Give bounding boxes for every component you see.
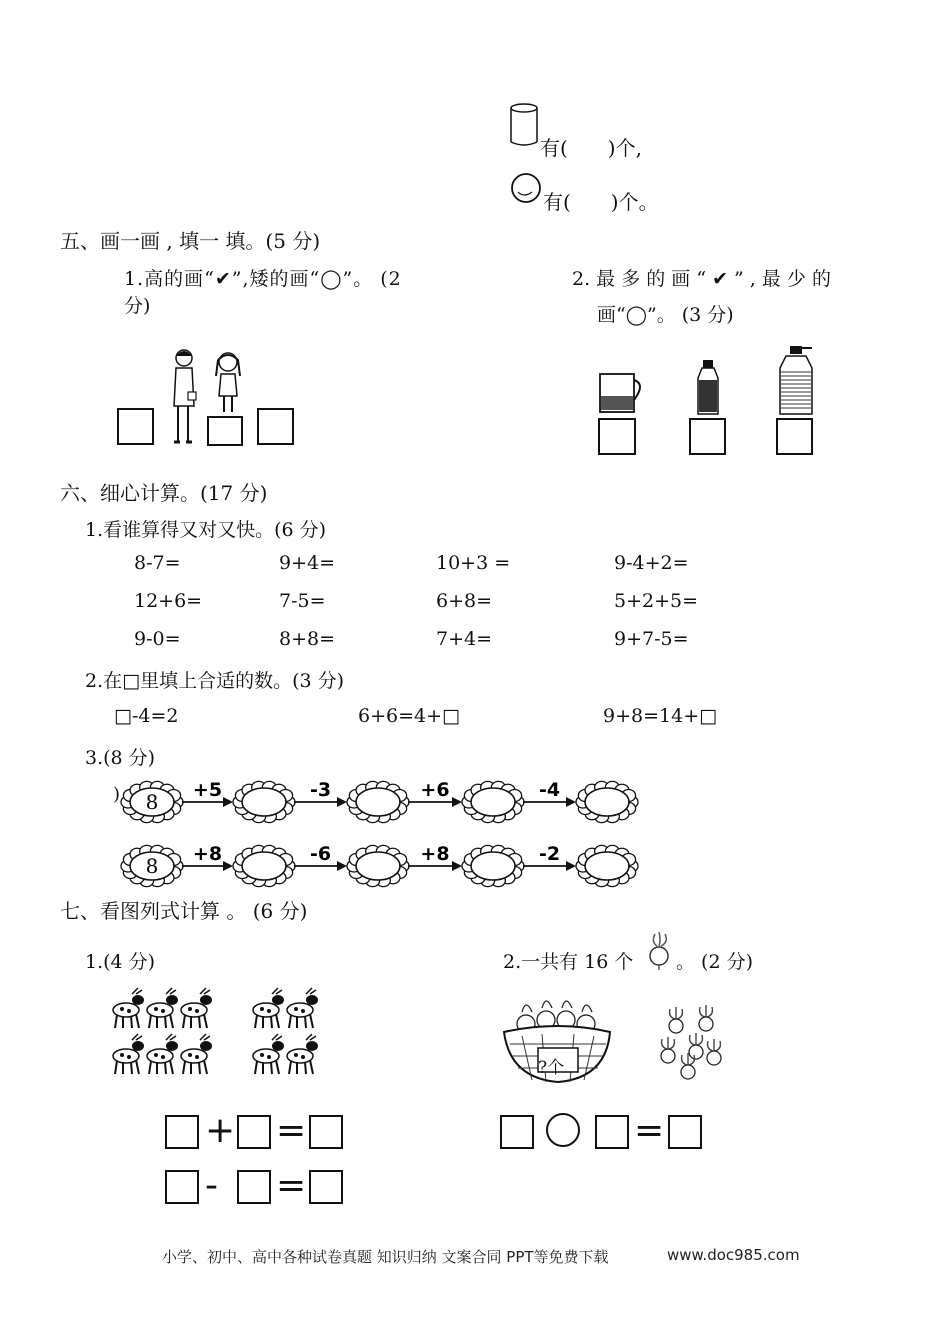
chain-arrow (523, 843, 576, 871)
chain-operation-label: +8 (420, 843, 450, 865)
calc-item: 7+4= (436, 628, 493, 650)
section6-q2-title: 2.在□里填上合适的数。(3 分) (85, 670, 345, 692)
chain-arrow (182, 843, 233, 871)
fill-box-item: 9+8=14+□ (603, 705, 718, 727)
equation1-box2[interactable] (237, 1115, 271, 1149)
deer-icon (147, 988, 178, 1028)
equation1-box1[interactable] (165, 1115, 199, 1149)
chain-operation-label: -3 (309, 779, 332, 801)
chain-operation-label: -4 (538, 779, 561, 801)
flower-number-node[interactable] (462, 781, 524, 822)
radish-icon (689, 1033, 703, 1059)
chain-arrow (182, 779, 233, 807)
calc-item: 5+2+5= (614, 590, 699, 612)
calc-item: 9+7-5= (614, 628, 689, 650)
stool-box (207, 416, 243, 446)
chain-operation-label: +8 (192, 843, 223, 865)
section7-q2-title-a: 2.一共有 16 个 (503, 951, 634, 973)
deer-icon (253, 1034, 284, 1074)
flower-number-node[interactable] (121, 781, 183, 822)
footer-url[interactable]: www.doc985.com (667, 1246, 800, 1264)
girl-figure-icon (212, 350, 246, 416)
deer-icon (253, 988, 284, 1028)
flower-start-number: 8 (145, 790, 159, 814)
chain-arrow (294, 843, 347, 871)
section7-q2-title-b: 。 (2 分) (676, 951, 753, 973)
section6-q3-title: 3.(8 分) (85, 747, 156, 769)
footer-text: 小学、初中、高中各种试卷真题 知识归纳 文案合同 PPT等免费下载 (162, 1248, 609, 1266)
section5-title: 五、画一画 , 填一 填。(5 分) (60, 229, 321, 253)
deer-icon (147, 1034, 178, 1074)
radish-icon (707, 1039, 721, 1065)
calc-item: 9-0= (134, 628, 181, 650)
equation2-equals: = (276, 1165, 307, 1206)
equation3-box1[interactable] (500, 1115, 534, 1149)
deer-icon (181, 988, 212, 1028)
radish-icon (669, 1007, 683, 1033)
calc-item: 8+8= (279, 628, 336, 650)
section7-title: 七、看图列式计算 。 (6 分) (60, 899, 308, 923)
sphere-count-line: 有( )个。 (543, 190, 659, 214)
equation2-box1[interactable] (165, 1170, 199, 1204)
answer-box-left[interactable] (117, 408, 154, 445)
calc-item: 8-7= (134, 552, 181, 574)
flower-number-node[interactable] (121, 845, 183, 886)
chain-operation-label: +5 (192, 779, 223, 801)
deer-group-icon (112, 988, 352, 1088)
loose-radishes-icon (658, 1005, 728, 1085)
flower-number-node[interactable] (347, 781, 409, 822)
chain-arrow (523, 779, 576, 807)
equation1-box3[interactable] (309, 1115, 343, 1149)
chain-arrow (408, 843, 462, 871)
answer-box-jug[interactable] (776, 418, 813, 455)
bottle-icon (694, 358, 724, 418)
deer-icon (113, 1034, 144, 1074)
answer-box-cup[interactable] (598, 418, 636, 455)
calc-item: 9-4+2= (614, 552, 689, 574)
flower-number-node[interactable] (233, 845, 295, 886)
number-chain-diagram (0, 770, 950, 890)
chain-operation-label: -2 (538, 843, 561, 865)
equation2-operator: - (205, 1165, 218, 1206)
calc-item: 7-5= (279, 590, 326, 612)
answer-box-right[interactable] (257, 408, 294, 445)
stray-mark: ) (113, 784, 121, 805)
calc-item: 10+3 = (436, 552, 511, 574)
section6-q1-title: 1.看谁算得又对又快。(6 分) (85, 519, 327, 541)
equation3-equals: = (634, 1110, 665, 1151)
flower-number-node[interactable] (576, 845, 638, 886)
equation2-box2[interactable] (237, 1170, 271, 1204)
cup-icon (598, 370, 648, 416)
chain-arrow (408, 779, 462, 807)
section5-q1-line1: 1.高的画“✔”,矮的画“◯”。 (2 (124, 268, 402, 290)
fill-box-item: □-4=2 (114, 705, 179, 727)
radish-icon (699, 1005, 713, 1031)
section5-q2-line2: 画“◯”。 (3 分) (597, 304, 734, 326)
sphere-icon (510, 172, 544, 206)
equation3-box3[interactable] (668, 1115, 702, 1149)
water-jug-icon (774, 344, 818, 416)
deer-icon (287, 988, 318, 1028)
deer-icon (287, 1034, 318, 1074)
radish-icon (661, 1037, 675, 1063)
calc-item: 6+8= (436, 590, 493, 612)
fill-box-item: 6+6=4+□ (358, 705, 460, 727)
section5-q1-line2: 分) (124, 295, 151, 317)
calc-item: 12+6= (134, 590, 203, 612)
cylinder-icon (510, 102, 540, 148)
chain-arrow (294, 779, 347, 807)
section5-q2-line1: 2. 最 多 的 画 “ ✔ ” , 最 少 的 (572, 268, 831, 290)
flower-number-node[interactable] (576, 781, 638, 822)
woman-figure-icon (166, 346, 206, 446)
flower-number-node[interactable] (347, 845, 409, 886)
equation1-equals: = (276, 1110, 307, 1151)
radish-icon (645, 930, 673, 970)
chain-operation-label: -6 (309, 843, 332, 865)
equation2-box3[interactable] (309, 1170, 343, 1204)
answer-box-bottle[interactable] (689, 418, 726, 455)
flower-start-number: 8 (145, 854, 159, 878)
equation3-box2[interactable] (595, 1115, 629, 1149)
deer-icon (181, 1034, 212, 1074)
flower-number-node[interactable] (462, 845, 524, 886)
chain-operation-label: +6 (420, 779, 450, 801)
section7-q1-title: 1.(4 分) (85, 951, 156, 973)
equation1-operator: + (205, 1110, 236, 1151)
calc-item: 9+4= (279, 552, 336, 574)
flower-number-node[interactable] (233, 781, 295, 822)
cylinder-count-line: 有( )个, (540, 136, 642, 160)
deer-icon (113, 988, 144, 1028)
section6-title: 六、细心计算。(17 分) (60, 481, 268, 505)
operator-circle[interactable] (546, 1113, 580, 1147)
basket-label: ?个 (538, 1058, 565, 1078)
